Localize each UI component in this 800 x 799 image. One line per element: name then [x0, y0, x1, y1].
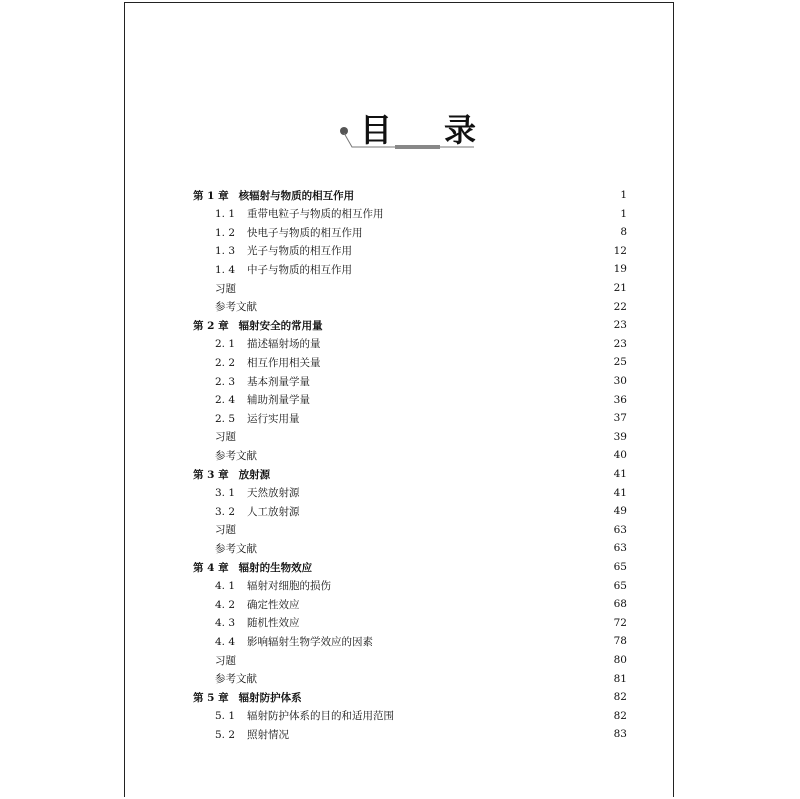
toc-page-number: 30 [613, 375, 627, 387]
toc-entry-title: 参考文献 [215, 449, 257, 462]
toc-entry-label [193, 690, 302, 705]
toc-entry-label [193, 671, 257, 686]
toc-entry-number: 第 5 章 [193, 691, 229, 704]
toc-entry-number: 5. 2 [215, 728, 236, 741]
toc-section-row[interactable] [193, 260, 627, 278]
toc-entry-label [193, 448, 257, 463]
toc-entry-title: 辐射防护体系 [238, 691, 302, 704]
dot-leader [329, 320, 607, 330]
toc-entry-label [193, 708, 394, 723]
toc-section-row[interactable] [193, 614, 627, 632]
dot-leader [295, 729, 607, 739]
toc-entry-label [193, 578, 331, 593]
toc-section-row[interactable] [193, 725, 627, 743]
dot-leader [242, 283, 607, 293]
toc-entry-title: 照射情况 [247, 728, 290, 741]
toc-entry-label [193, 411, 300, 426]
toc-entry-title: 辐射的生物效应 [238, 561, 313, 574]
dot-leader [242, 432, 607, 442]
toc-page-number: 63 [613, 542, 627, 555]
dot-leader [263, 302, 607, 312]
toc-page-number: 41 [613, 486, 627, 499]
toc-entry-label [193, 336, 321, 351]
toc-entry-title: 相互作用相关量 [247, 356, 321, 369]
toc-entry-number: 第 3 章 [193, 468, 229, 481]
toc-page-number: 83 [613, 728, 627, 741]
toc-entry-label [193, 374, 310, 389]
toc-entry-title: 参考文献 [215, 673, 257, 686]
dot-leader [276, 469, 607, 479]
toc-page-number: 1 [620, 207, 627, 220]
toc-section-row[interactable] [193, 577, 627, 595]
toc-entry-number: 第 1 章 [193, 189, 229, 202]
toc-page-number: 22 [613, 300, 627, 313]
toc-entry-label [193, 299, 257, 314]
toc-entry-title: 参考文献 [215, 301, 257, 314]
toc-entry-label [193, 225, 363, 240]
toc-page-number: 40 [613, 449, 627, 462]
heading-underline-decoration [340, 130, 480, 152]
toc-entry-label [193, 281, 236, 296]
toc-entry-label [193, 541, 257, 556]
dot-leader [400, 711, 607, 721]
toc-entry-label [193, 485, 300, 500]
toc-entry-title: 人工放射源 [247, 505, 300, 518]
toc-misc-row[interactable] [193, 298, 627, 316]
toc-entry-title: 习题 [215, 524, 236, 537]
toc-entry-number: 1. 3 [215, 245, 236, 258]
toc-page-number: 72 [613, 616, 627, 629]
dot-leader [390, 209, 607, 219]
toc-section-row[interactable] [193, 484, 627, 502]
toc-entry-title: 习题 [215, 282, 236, 295]
toc-section-row[interactable] [193, 391, 627, 409]
toc-entry-title: 中子与物质的相互作用 [247, 263, 353, 276]
toc-page-number: 8 [620, 226, 627, 239]
toc-entry-title: 习题 [215, 431, 236, 444]
toc-section-row[interactable] [193, 632, 627, 650]
toc-page-number: 82 [613, 709, 627, 722]
toc-entry-title: 影响辐射生物学效应的因素 [247, 635, 374, 648]
toc-chapter-row[interactable] [193, 465, 627, 483]
dot-leader [306, 488, 607, 498]
dot-leader [308, 692, 607, 702]
dot-leader [306, 413, 607, 423]
toc-page-number: 49 [613, 505, 627, 518]
toc-entry-number: 1. 2 [215, 226, 236, 239]
toc-misc-row[interactable] [193, 279, 627, 297]
toc-page-number: 36 [613, 393, 627, 406]
toc-entry-title: 随机性效应 [247, 617, 300, 630]
dot-leader [316, 376, 607, 386]
toc-entry-label [193, 206, 384, 221]
toc-entry-label [193, 653, 236, 668]
heading-char-1: 目 [360, 111, 393, 149]
toc-page-number: 80 [613, 654, 627, 666]
toc-page-number: 78 [613, 635, 627, 648]
toc-entry-number: 2. 2 [215, 356, 236, 369]
dot-leader [242, 655, 607, 665]
toc-entry-title: 重带电粒子与物质的相互作用 [247, 208, 384, 221]
toc-entry-number: 1. 1 [215, 208, 236, 221]
toc-page-number: 12 [613, 244, 627, 257]
toc-page-number: 1 [620, 189, 627, 201]
toc-page-number: 65 [613, 579, 627, 592]
dot-leader [316, 395, 607, 405]
dot-leader [327, 339, 607, 349]
toc-entry-number: 4. 1 [215, 580, 236, 593]
toc-entry-label [193, 467, 270, 482]
toc-entry-title: 辐射安全的常用量 [238, 319, 323, 332]
toc-misc-row[interactable] [193, 651, 627, 669]
heading-char-2: 录 [444, 111, 477, 149]
toc-entry-label [193, 243, 352, 258]
toc-entry-label [193, 429, 236, 444]
toc-entry-title: 描述辐射场的量 [247, 338, 321, 351]
toc-entry-number: 2. 4 [215, 394, 236, 407]
toc-page-number: 81 [613, 672, 627, 685]
toc-page-number: 65 [613, 561, 627, 573]
toc-entry-number: 2. 1 [215, 338, 236, 351]
toc-misc-row[interactable] [193, 521, 627, 539]
toc-entry-title: 核辐射与物质的相互作用 [238, 189, 355, 202]
dot-leader [358, 246, 607, 256]
toc-entry-title: 辅助剂量学量 [247, 394, 311, 407]
toc-entry-number: 第 2 章 [193, 319, 229, 332]
toc-page-number: 25 [613, 356, 627, 369]
toc-page-number: 23 [613, 337, 627, 350]
toc-entry-label [193, 392, 310, 407]
toc-page-number: 41 [613, 468, 627, 480]
toc-entry-number: 2. 3 [215, 375, 236, 388]
toc-entry-number: 4. 3 [215, 617, 236, 630]
toc-entry-title: 天然放射源 [247, 487, 300, 500]
dot-leader [263, 450, 607, 460]
toc-entry-label [193, 634, 373, 649]
toc-entry-number: 4. 4 [215, 635, 236, 648]
toc-chapter-row[interactable] [193, 186, 627, 204]
dot-leader [337, 581, 607, 591]
toc-page-number: 37 [613, 412, 627, 425]
toc-section-row[interactable] [193, 707, 627, 725]
dot-leader [306, 506, 607, 516]
toc-entry-number: 2. 5 [215, 412, 236, 425]
toc-chapter-row[interactable] [193, 688, 627, 706]
dot-leader [379, 636, 607, 646]
toc-page-number: 21 [613, 282, 627, 294]
dot-leader [318, 562, 607, 572]
dot-leader [327, 357, 607, 367]
dot-leader [369, 227, 607, 237]
toc-entry-title: 放射源 [238, 468, 271, 481]
dot-leader [263, 674, 607, 684]
toc-entry-label [193, 318, 323, 333]
toc-page-number: 63 [613, 523, 627, 536]
toc-section-row[interactable] [193, 205, 627, 223]
toc-entry-label [193, 262, 352, 277]
toc-entry-label [193, 522, 236, 537]
toc-misc-row[interactable] [193, 670, 627, 688]
toc-heading [0, 0, 800, 170]
toc-entry-label [193, 727, 289, 742]
toc-misc-row[interactable] [193, 428, 627, 446]
toc-entry-title: 基本剂量学量 [247, 375, 311, 388]
toc-entry-label [193, 504, 300, 519]
toc-chapter-row[interactable] [193, 316, 627, 334]
dot-leader [306, 599, 607, 609]
toc-entry-number: 第 4 章 [193, 561, 229, 574]
toc-page-number: 39 [613, 430, 627, 443]
toc-entry-title: 习题 [215, 654, 236, 667]
toc-section-row[interactable] [193, 223, 627, 241]
toc-entry-title: 辐射对细胞的损伤 [247, 580, 332, 593]
toc-section-row[interactable] [193, 372, 627, 390]
toc-entry-label [193, 615, 300, 630]
toc-section-row[interactable] [193, 409, 627, 427]
toc-entry-label [193, 560, 312, 575]
toc-entry-title: 确定性效应 [247, 598, 300, 611]
toc-section-row[interactable] [193, 502, 627, 520]
toc-entry-number: 1. 4 [215, 263, 236, 276]
toc-entry-number: 5. 1 [215, 710, 236, 723]
toc-page-number: 82 [613, 691, 627, 704]
dot-leader [306, 618, 607, 628]
dot-leader [358, 264, 607, 274]
toc-section-row[interactable] [193, 595, 627, 613]
toc-entry-label [193, 188, 354, 203]
dot-leader [263, 543, 607, 553]
toc-misc-row[interactable] [193, 539, 627, 557]
toc-entry-label [193, 355, 321, 370]
toc-entry-title: 辐射防护体系的目的和适用范围 [247, 710, 395, 723]
toc-page-number: 19 [613, 263, 627, 276]
toc-page-number: 68 [613, 598, 627, 611]
toc-entry-label [193, 597, 300, 612]
toc-entry-number: 4. 2 [215, 598, 236, 611]
dot-leader [242, 525, 607, 535]
toc-entry-title: 快电子与物质的相互作用 [247, 226, 363, 239]
toc-page-number: 23 [613, 319, 627, 332]
toc-misc-row[interactable] [193, 446, 627, 464]
toc-section-row[interactable] [193, 335, 627, 353]
toc-entry-number: 3. 1 [215, 487, 236, 500]
toc-entry-title: 光子与物质的相互作用 [247, 245, 353, 258]
toc-section-row[interactable] [193, 242, 627, 260]
toc-entry-number: 3. 2 [215, 505, 236, 518]
dot-leader [360, 190, 607, 200]
toc-entry-title: 运行实用量 [247, 412, 300, 425]
toc-entry-title: 参考文献 [215, 542, 257, 555]
toc-section-row[interactable] [193, 353, 627, 371]
toc-chapter-row[interactable] [193, 558, 627, 576]
